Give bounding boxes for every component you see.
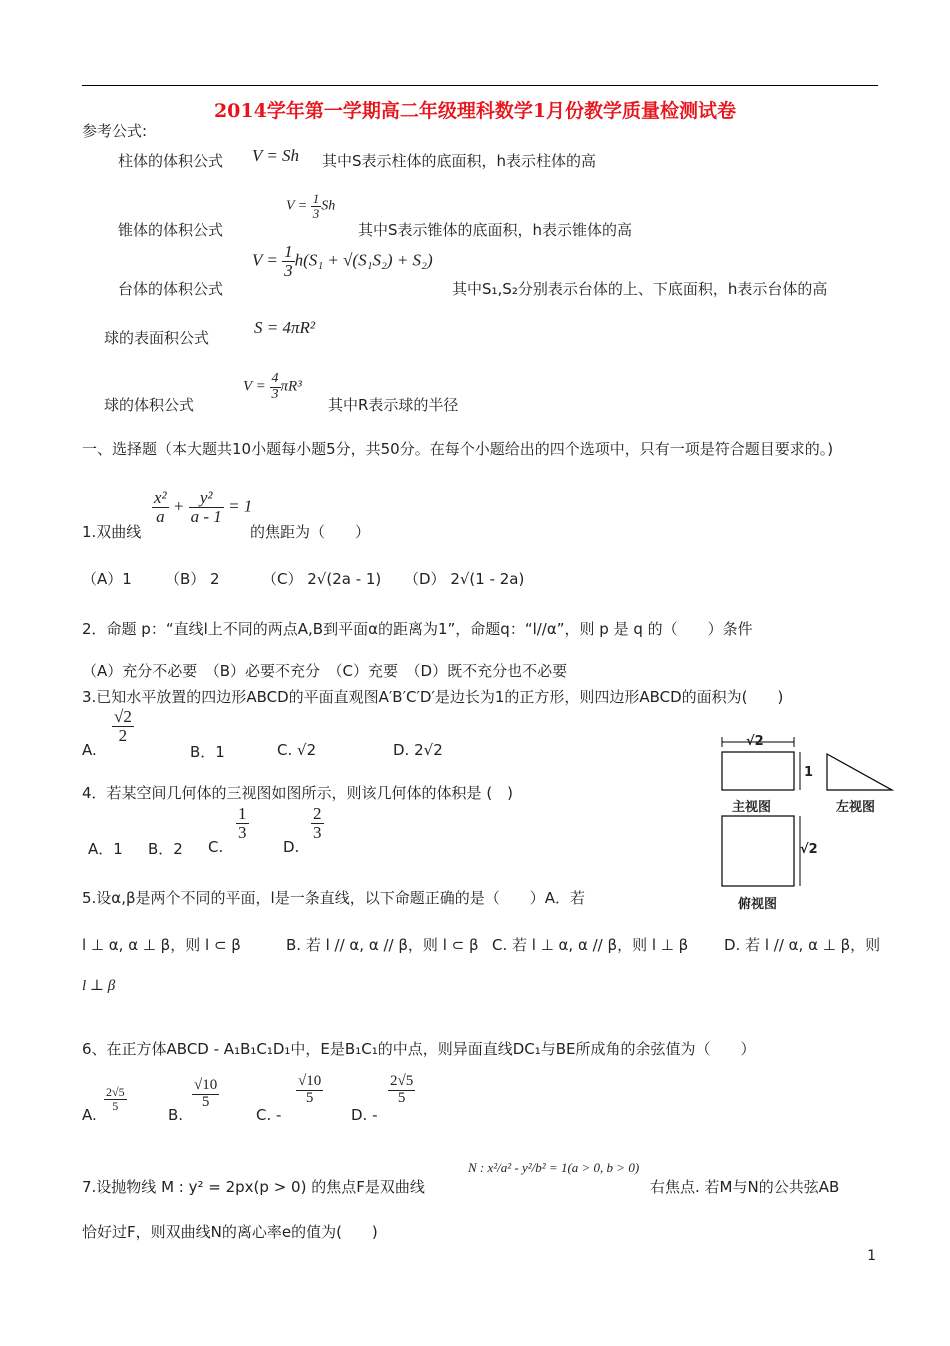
depth-label: √2 [800, 842, 818, 857]
q3-option-d: D. 2√2 [393, 741, 443, 759]
q1-suffix: 的焦距为（ ） [250, 523, 371, 541]
q7-stem-part2: 右焦点. 若M与N的公共弦AB [650, 1178, 840, 1196]
q5-option-a-cont: l ⊥ α, α ⊥ β，则 l ⊂ β [82, 936, 241, 954]
frustum-formula-name: 台体的体积公式 [118, 280, 224, 298]
front-view-label: 主视图 [732, 800, 772, 815]
q4-option-c: C. [208, 838, 224, 856]
section-heading: 一、选择题（本大题共10小题每小题5分，共50分。在每个小题给出的四个选项中，只有一项是符合题目要求的。) [82, 440, 834, 458]
q4-option-d: D. [283, 838, 300, 856]
sphere-area-formula: S = 4πR² [254, 318, 315, 337]
side-view-triangle [827, 754, 892, 790]
formulas-heading: 参考公式: [82, 122, 148, 140]
q3-option-a: A. [82, 741, 97, 759]
q5-option-d: D. 若 l // α, α ⊥ β，则 [724, 936, 881, 954]
q3-option-a-fraction: $\frac{√2}{2}$ [114, 707, 132, 745]
q5-option-c: C. 若 l ⊥ α, α // β，则 l ⊥ β [492, 936, 689, 954]
exam-title: 2014学年第一学期高二年级理科数学1月份教学质量检测试卷 [213, 100, 737, 122]
sphere-volume-note: 其中R表示球的半径 [328, 396, 459, 414]
q6-option-d: D. - [351, 1106, 378, 1124]
q2-options: （A）充分不必要 （B）必要不充分 （C）充要 （D）既不充分也不必要 [82, 662, 568, 680]
q3-option-c: C. √2 [277, 741, 317, 759]
q7-stem-part1: 7.设抛物线 M : y² = 2px(p > 0) 的焦点F是双曲线 [82, 1178, 425, 1196]
q7-stem-line2: 恰好过F，则双曲线N的离心率e的值为( ) [82, 1223, 378, 1241]
sphere-area-name: 球的表面积公式 [104, 329, 210, 347]
q6-option-c-fraction: $\frac{√10}{5}$ [298, 1073, 322, 1106]
pyramid-formula-name: 锥体的体积公式 [118, 221, 224, 239]
three-view-figure [712, 730, 898, 920]
q4-option-a: A．1 [88, 840, 123, 858]
q1-option-a: （A）1 [82, 570, 132, 588]
prism-formula: V = Sh [252, 146, 300, 165]
height-label: 1 [804, 765, 814, 780]
frustum-formula: V = $\frac{1}{3}$ h(S₁ + √(S₁S₂) + S₂) [252, 242, 433, 280]
width-label: √2 [746, 734, 764, 749]
q1-equation: $\frac{\text{x²}}{a}$ + $\frac{\text{y²}}{a - 1}$ = 1 [154, 488, 253, 526]
q7-hyperbola: N : x²/a² - y²/b² = 1(a > 0, b > 0) [468, 1160, 640, 1175]
frustum-formula-note: 其中S₁,S₂分别表示台体的上、下底面积，h表示台体的高 [452, 280, 828, 298]
prism-formula-name: 柱体的体积公式 [118, 152, 224, 170]
q6-option-d-fraction: $\frac{2√5}{5}$ [390, 1073, 414, 1106]
q1-prefix: 1.双曲线 [82, 523, 142, 541]
q6-option-b: B. [168, 1106, 184, 1124]
q6-stem: 6、在正方体ABCD - A₁B₁C₁D₁中，E是B₁C₁的中点，则异面直线DC₁与BE所成角的余弦值为（ ） [82, 1040, 756, 1058]
top-view-label: 俯视图 [738, 897, 778, 912]
front-view-rect [722, 752, 794, 790]
pyramid-formula: V = $\frac{1}{3}$ Sh [286, 191, 336, 221]
q6-option-b-fraction: $\frac{√10}{5}$ [194, 1077, 218, 1110]
q6-option-c: C. - [256, 1106, 282, 1124]
q1-option-c: （C） 2√(2a - 1) [262, 570, 382, 588]
q6-option-a: A. [82, 1106, 97, 1124]
q4-option-c-fraction: $\frac{1}{3}$ [238, 804, 247, 842]
q4-option-b: B．2 [148, 840, 183, 858]
page-number: 1 [867, 1248, 876, 1264]
side-view-label: 左视图 [836, 800, 876, 815]
q4-stem: 4．若某空间几何体的三视图如图所示，则该几何体的体积是 ( ) [82, 784, 514, 802]
prism-formula-note: 其中S表示柱体的底面积，h表示柱体的高 [322, 152, 597, 170]
q1-option-b: （B） 2 [165, 570, 220, 588]
q5-stem: 5.设α,β是两个不同的平面，l是一条直线，以下命题正确的是（ ）A．若 [82, 889, 585, 907]
q3-stem: 3.已知水平放置的四边形ABCD的平面直观图A′B′C′D′是边长为1的正方形，则四边形ABCD的面积为( ) [82, 688, 784, 706]
q4-option-d-fraction: $\frac{2}{3}$ [313, 804, 322, 842]
sphere-volume-name: 球的体积公式 [104, 396, 195, 414]
q5-option-d-cont: l ⊥ β [82, 978, 116, 994]
pyramid-formula-note: 其中S表示锥体的底面积，h表示锥体的高 [358, 221, 633, 239]
q3-option-b: B．1 [190, 743, 225, 761]
q6-option-a-fraction: $\frac{2√5}{5}$ [106, 1085, 125, 1113]
q1-option-d: （D） 2√(1 - 2a) [404, 570, 525, 588]
q2-stem: 2．命题 p：“直线l上不同的两点A,B到平面α的距离为1”，命题q：“l//α”，则 p 是 q 的（ ）条件 [82, 620, 753, 638]
sphere-volume-formula: V = $\frac{4}{3}$ πR³ [243, 371, 302, 402]
header-rule [82, 85, 878, 86]
q5-option-b: B. 若 l // α, α // β，则 l ⊂ β [286, 936, 479, 954]
top-view-rect [722, 816, 794, 886]
